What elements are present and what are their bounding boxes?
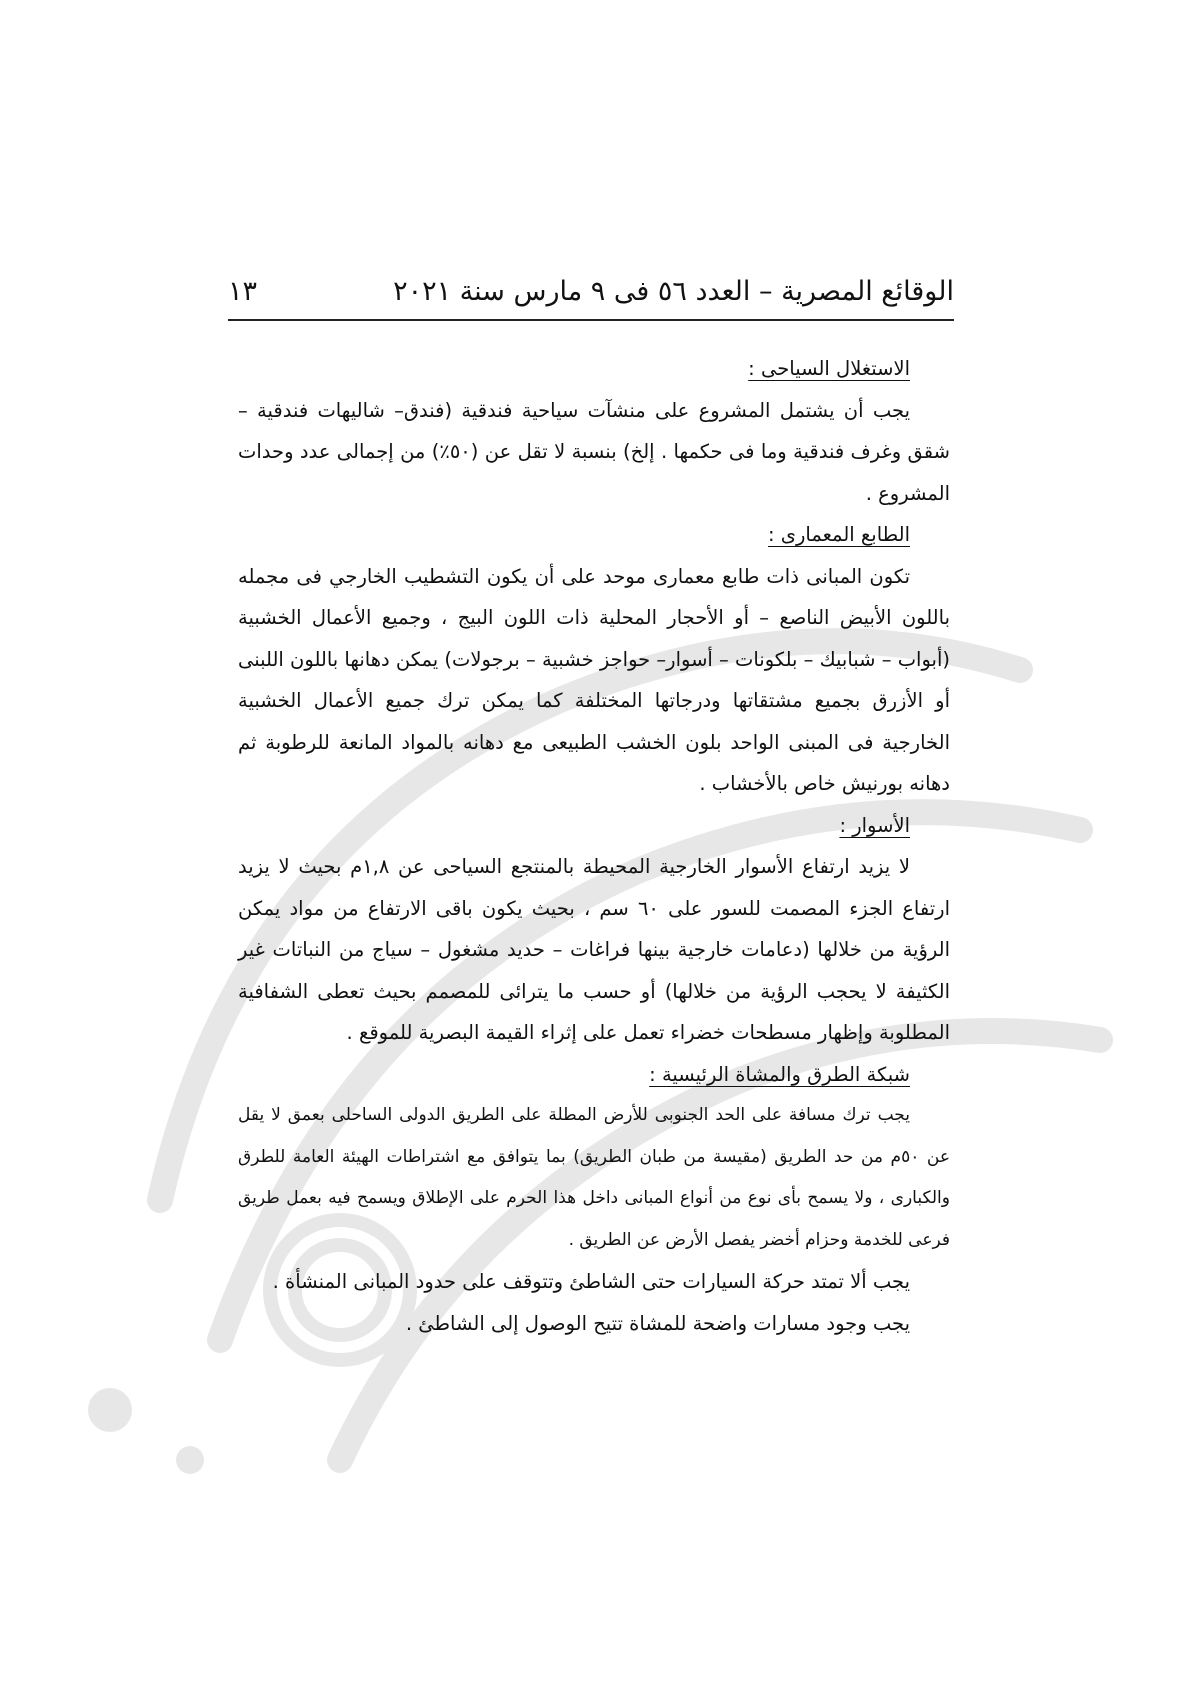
- section-roads: [238, 1054, 950, 1345]
- page-header: [228, 272, 954, 320]
- section-title: الاستغلال السياحى :: [748, 357, 910, 380]
- section-title: الأسوار :: [839, 813, 910, 837]
- paragraph: يجب ألا تمتد حركة السيارات حتى الشاطئ وتتوقف على حدود المبانى المنشأة .: [272, 1270, 910, 1293]
- paragraph: يجب ترك مسافة على الحد الجنوبى للأرض المطلة على الطريق الدولى الساحلى بعمق لا يقل عن ٥٠م من حد الطريق (مقيسة من طبان الطريق) بما يتوافق مع اشتراطات الهيئة العامة للطرق والكبارى ، ولا يسمح بأى نوع من أنواع المبانى داخل هذا الحرم على الإطلاق ويسمح فيه بعمل طريق فرعى للخدمة وحزام أخضر يفصل الأرض عن الطريق .: [238, 1105, 950, 1250]
- paragraph: تكون المبانى ذات طابع معمارى موحد على أن يكون التشطيب الخارجي فى مجمله باللون الأبيض الناصع – أو الأحجار المحلية ذات اللون البيج ، وجميع الأعمال الخشبية (أبواب – شبابيك – بلكونات – أسوار– حواجز خشبية – برجولات) يمكن دهانها باللون اللبنى أو الأزرق بجميع مشتقاتها ودرجاتها المختلفة كما يمكن ترك جميع الأعمال الخشبية الخارجية فى المبنى الواحد بلون الخشب الطبيعى مع دهانه بالمواد المانعة للرطوبة ثم دهانه بورنيش خاص بالأخشاب .: [238, 564, 950, 795]
- paragraph: لا يزيد ارتفاع الأسوار الخارجية المحيطة بالمنتجع السياحى عن ١,٨م بحيث لا يزيد ارتفاع الجزء المصمت للسور على ٦٠ سم ، بحيث يكون باقى الارتفاع من مواد يمكن الرؤية من خلالها (دعامات خارجية بينها فراغات – حديد مشغول – سياج من النباتات غير الكثيفة لا يحجب الرؤية من خلالها) أو حسب ما يترائى للمصمم بحيث تعطى الشفافية المطلوبة وإظهار مسطحات خضراء تعمل على إثراء القيمة البصرية للموقع .: [238, 855, 950, 1044]
- section-title: شبكة الطرق والمشاة الرئيسية :: [649, 1062, 910, 1086]
- gazette-title: الوقائع المصرية – العدد ٥٦ فى ٩ مارس سنة ٢٠٢١: [393, 276, 954, 307]
- paragraph: يجب وجود مسارات واضحة للمشاة تتيح الوصول إلى الشاطئ .: [405, 1311, 910, 1335]
- paragraph: يجب أن يشتمل المشروع على منشآت سياحية فندقية (فندق– شاليهات فندقية – شقق وغرف فندقية وما فى حكمها . إلخ) بنسبة لا تقل عن (٥٠٪) من إجمالى عدد وحدات المشروع .: [238, 398, 950, 505]
- section-architecture: [238, 514, 950, 805]
- header-divider: [228, 319, 954, 321]
- section-walls: [238, 805, 950, 1054]
- section-tourism: [238, 348, 950, 514]
- page-number: ١٣: [228, 276, 258, 307]
- document-body: [238, 348, 950, 1344]
- section-title: الطابع المعمارى :: [767, 523, 910, 546]
